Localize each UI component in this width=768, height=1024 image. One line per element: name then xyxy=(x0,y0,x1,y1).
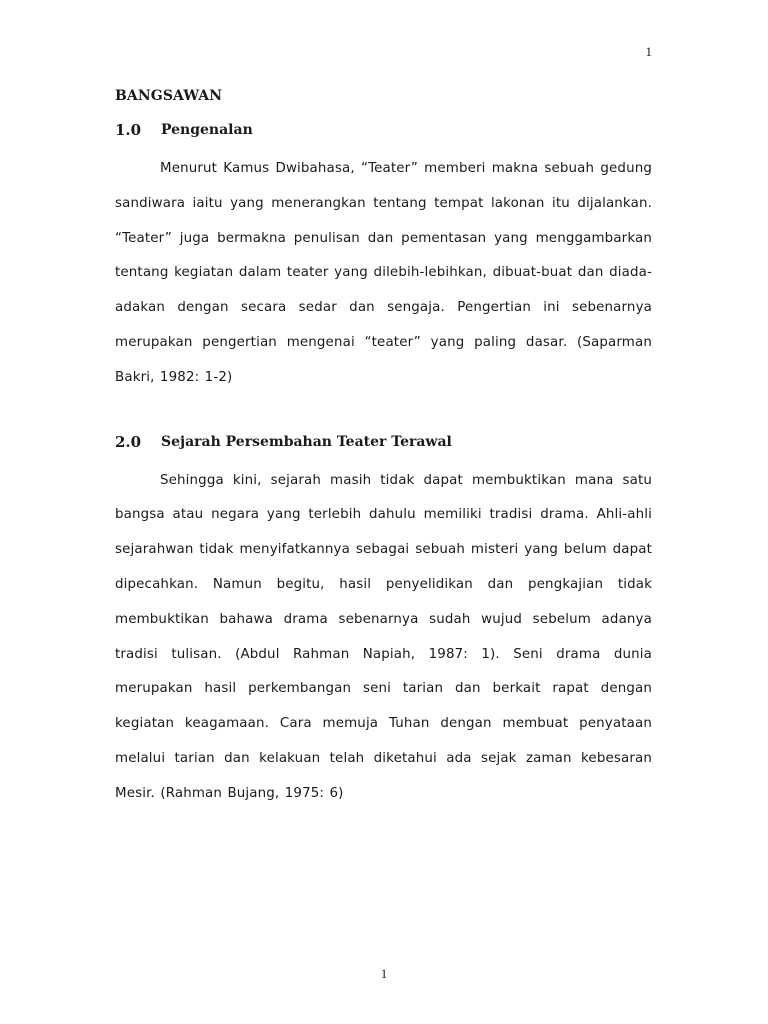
section-spacer xyxy=(115,396,652,430)
section-introduction xyxy=(115,118,652,396)
document-title: BANGSAWAN xyxy=(115,88,223,104)
page-number-bottom: 1 xyxy=(380,966,388,981)
section-history xyxy=(115,430,652,812)
page-content xyxy=(115,84,652,812)
section-title: Pengenalan xyxy=(161,122,253,138)
section-number: 2.0 xyxy=(115,432,142,451)
section-title: Sejarah Persembahan Teater Terawal xyxy=(161,433,452,450)
section-heading xyxy=(115,430,652,454)
section-paragraph: Menurut Kamus Dwibahasa, “Teater” memberi makna sebuah gedung sandiwara iaitu yang menerangkan tentang tempat lakonan itu dijalankan. “Teater” juga bermakna penulisan dan pementasan yang menggambarkan tentang kegiatan dalam teater yang dilebih-lebihkan, dibuat-buat dan diada-adakan dengan secara sedar dan sengaja. Pengertian ini sebenarnya merupakan pengertian mengenai “teater” yang paling dasar. (Saparman Bakri, 1982: 1-2) xyxy=(115,161,652,385)
section-number: 1.0 xyxy=(115,121,142,139)
section-paragraph: Sehingga kini, sejarah masih tidak dapat membuktikan mana satu bangsa atau negara yang terlebih dahulu memiliki tradisi drama. Ahli-ahli sejarahwan tidak menyifatkannya sebagai sebuah misteri yang belum dapat dipecahkan. Namun begitu, hasil penyelidikan dan pengkajian tidak membuktikan bahawa drama sebenarnya sudah wujud sebelum adanya tradisi tulisan. (Abdul Rahman Napiah, 1987: 1). Seni drama dunia merupakan hasil perkembangan seni tarian dan berkait rapat dengan kegiatan keagamaan. Cara memuja Tuhan dengan membuat penyataan melalui tarian dan kelakuan telah diketahui ada sejak zaman kebesaran Mesir. (Rahman Bujang, 1975: 6) xyxy=(115,472,652,801)
page-number-top: 1 xyxy=(645,44,652,59)
section-heading xyxy=(115,118,652,142)
